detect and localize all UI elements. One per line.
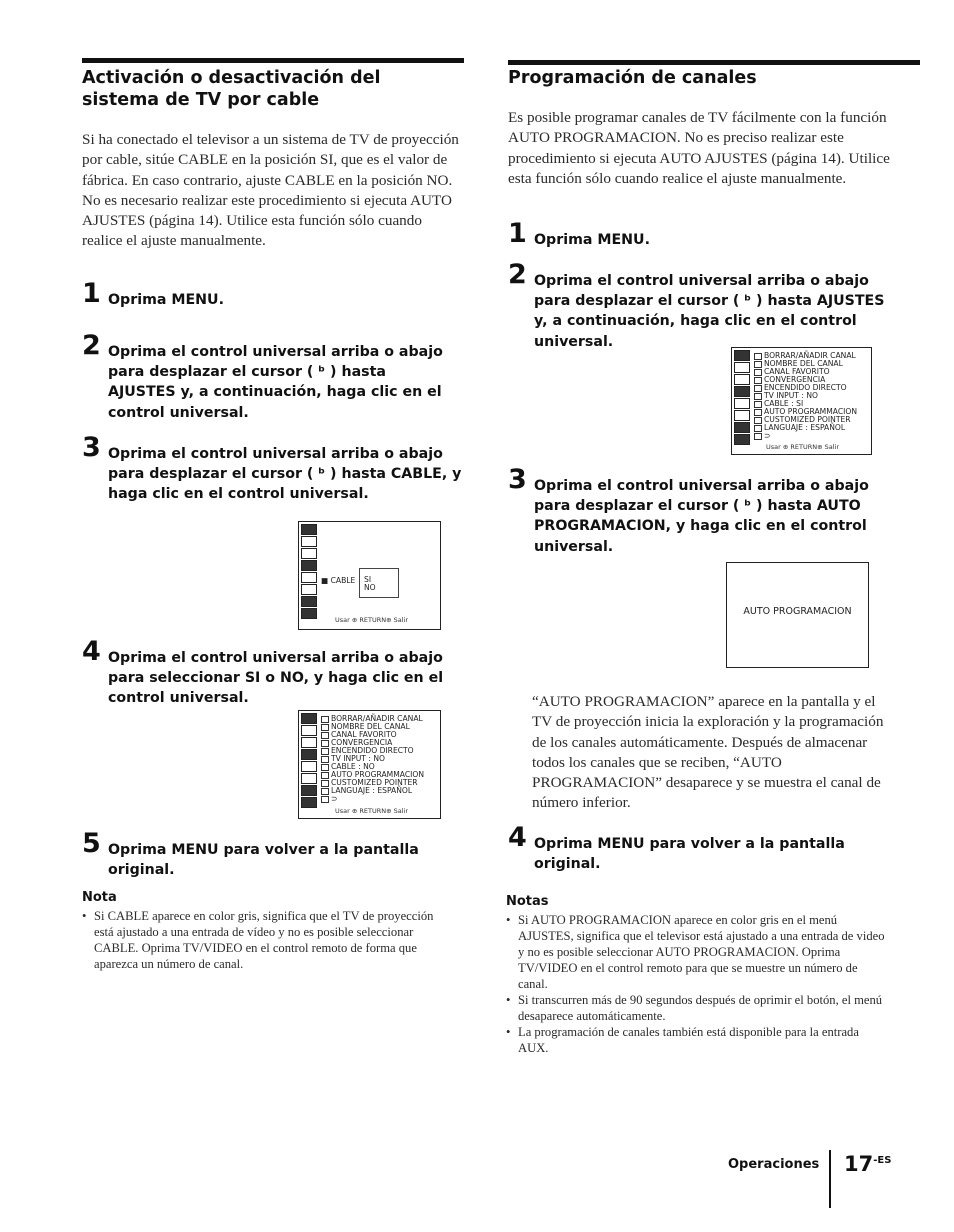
note-item: • Si CABLE aparece en color gris, significa que el TV de proyección está ajustado a una entrada de vídeo y no es posible seleccionar CABLE. Oprima TV/VIDEO en el control remoto de forma que aparezca un número de canal. [82, 908, 452, 972]
right-step-2-number: 2 [508, 259, 527, 290]
menu-item: CANAL FAVORITO [754, 368, 857, 376]
cable-label: CABLE [330, 576, 356, 585]
menu-item: CABLE : SI [754, 400, 857, 408]
input-icon [734, 422, 750, 433]
screen-hint: Usar ⊕ RETURN⊕ Salir [766, 443, 840, 451]
right-step-1-text: Oprima MENU. [534, 232, 650, 248]
left-step-5-number: 5 [82, 828, 101, 859]
video-icon [301, 713, 317, 724]
right-top-rule [508, 60, 920, 65]
menu-item: ⊃ [754, 432, 857, 440]
timer-icon [301, 584, 317, 595]
menu-item: ENCENDIDO DIRECTO [754, 384, 857, 392]
right-step-2 [508, 259, 886, 352]
channel-icon [301, 560, 317, 571]
left-step-3-number: 3 [82, 432, 101, 463]
cable-options-box [359, 568, 399, 598]
right-step-3-text: Oprima el control universal arriba o abajo para desplazar el cursor ( ᵇ ) hasta AUTO PROGRAMACION, y haga clic en el control universal. [534, 478, 869, 555]
page-suffix: -ES [873, 1155, 892, 1166]
page-number: $17^{-ES}$ [844, 1152, 892, 1176]
left-step-3-text: Oprima el control universal arriba o abajo para desplazar el cursor ( ᵇ ) hasta CABLE, y haga clic en el control universal. [108, 446, 462, 503]
menu-item: TV INPUT : NO [321, 755, 424, 763]
left-step-5 [82, 828, 458, 880]
option-si: SI [364, 575, 372, 584]
option-no: NO [364, 583, 376, 592]
left-notes [82, 908, 452, 972]
video-icon [301, 524, 317, 535]
screen-icon [734, 374, 750, 385]
cable-bullet-icon: ■ [321, 576, 331, 585]
input-icon [301, 785, 317, 796]
right-section-title: Programación de canales [508, 68, 757, 88]
menu-icon-column [734, 350, 750, 446]
input-icon [301, 596, 317, 607]
screen-hint: Usar ⊕ RETURN⊕ Salir [335, 616, 409, 624]
menu-items [321, 715, 424, 803]
menu-items [754, 352, 857, 440]
screen-hint: Usar ⊕ RETURN⊕ Salir [335, 807, 409, 815]
menu-item: CONVERGENCIA [754, 376, 857, 384]
auto-programacion-screen [726, 562, 869, 668]
left-step-3 [82, 432, 463, 505]
tools-icon [734, 434, 750, 445]
auto-programacion-label: AUTO PROGRAMACION [743, 606, 852, 617]
menu-item: ENCENDIDO DIRECTO [321, 747, 424, 755]
menu-icon-column [301, 524, 317, 620]
tools-icon [301, 797, 317, 808]
right-step-4 [508, 822, 886, 874]
setup-icon [301, 572, 317, 583]
left-section-title: Activación o desactivación del sistema de TV por cable [82, 68, 381, 110]
menu-item: AUTO PROGRAMMACION [754, 408, 857, 416]
menu-item: NOMBRE DEL CANAL [754, 360, 857, 368]
menu-item: LANGUAJE : ESPAÑOL [321, 787, 424, 795]
menu-item: BORRAR/AÑADIR CANAL [754, 352, 857, 360]
menu-item: CANAL FAVORITO [321, 731, 424, 739]
menu-item: LANGUAJE : ESPAÑOL [754, 424, 857, 432]
menu-icon-column [301, 713, 317, 809]
left-top-rule [82, 58, 464, 63]
right-step-3 [508, 464, 886, 557]
left-step-2-text: Oprima el control universal arriba o abajo para desplazar el cursor ( ᵇ ) hasta AJUSTES y, a continuación, haga clic en el control universal. [108, 344, 443, 421]
menu-item: AUTO PROGRAMMACION [321, 771, 424, 779]
timer-icon [301, 773, 317, 784]
menu-item: BORRAR/AÑADIR CANAL [321, 715, 424, 723]
right-step-4-text: Oprima MENU para volver a la pantalla original. [534, 836, 845, 873]
left-step-5-text: Oprima MENU para volver a la pantalla original. [108, 842, 419, 879]
right-notas-heading: Notas [506, 894, 549, 909]
right-step-1 [508, 218, 884, 250]
menu-item: CONVERGENCIA [321, 739, 424, 747]
audio-icon [301, 536, 317, 547]
setup-icon [301, 761, 317, 772]
left-step-4 [82, 636, 458, 709]
left-step-4-number: 4 [82, 636, 101, 667]
right-step-3-number: 3 [508, 464, 527, 495]
left-step-1-number: 1 [82, 278, 101, 309]
menu-item: CUSTOMIZED POINTER [321, 779, 424, 787]
menu-item: TV INPUT : NO [754, 392, 857, 400]
audio-icon [734, 362, 750, 373]
screen-icon [301, 548, 317, 559]
ajustes-menu-screen-right [731, 347, 872, 455]
cable-setting-screen [298, 521, 441, 630]
footer-section-label: Operaciones [728, 1157, 820, 1172]
note-item: • La programación de canales también está disponible para la entrada AUX. [506, 1024, 890, 1056]
left-step-4-text: Oprima el control universal arriba o abajo para seleccionar SI o NO, y haga clic en el control universal. [108, 650, 444, 707]
cable-option [321, 577, 355, 585]
menu-item: ⊃ [321, 795, 424, 803]
menu-item: NOMBRE DEL CANAL [321, 723, 424, 731]
menu-item: CUSTOMIZED POINTER [754, 416, 857, 424]
audio-icon [301, 725, 317, 736]
left-step-2 [82, 330, 458, 423]
right-intro: Es posible programar canales de TV fácilmente con la función AUTO PROGRAMACION. No es preciso realizar este procedimiento si ejecuta AUTO AJUSTES (página 14). Utilice esta función sólo cuando realice el ajuste manualmente. [508, 109, 890, 187]
channel-icon [301, 749, 317, 760]
channel-icon [734, 386, 750, 397]
right-step-2-text: Oprima el control universal arriba o abajo para desplazar el cursor ( ᵇ ) hasta AJUSTES y, a continuación, haga clic en el control universal. [534, 273, 885, 350]
right-step-1-number: 1 [508, 218, 527, 249]
left-step-1 [82, 278, 458, 310]
footer-divider [829, 1150, 831, 1208]
note-item: • Si AUTO PROGRAMACION aparece en color gris en el menú AJUSTES, significa que el televisor está ajustado a una entrada de video y no es posible seleccionar AUTO PROGRAMACION. Oprima TV/VIDEO en el control remoto para que se muestre un número de canal. [506, 912, 890, 992]
left-step-2-number: 2 [82, 330, 101, 361]
left-intro: Si ha conectado el televisor a un sistema de TV de proyección por cable, sitúe CABLE en la posición SI, que es el valor de fábrica. En caso contrario, ajuste CABLE en la posición NO. No es necesario realizar este procedimiento si ejecuta AUTO AJUSTES (página 14). Utilice esta función sólo cuando realice el ajuste manualmente. [82, 131, 459, 250]
menu-item: CABLE : NO [321, 763, 424, 771]
screen-icon [301, 737, 317, 748]
video-icon [734, 350, 750, 361]
right-after-text: “AUTO PROGRAMACION” aparece en la pantalla y el TV de proyección inicia la exploración y la programación de los canales automáticamente. Después de almacenar todos los canales que se reciben, “AUTO PROGRAMACION” desaparece y se muestra el canal de número inferior. [532, 693, 884, 812]
right-step-4-number: 4 [508, 822, 527, 853]
note-item: • Si transcurren más de 90 segundos después de oprimir el botón, el menú desaparece automáticamente. [506, 992, 890, 1024]
left-nota-heading: Nota [82, 890, 117, 905]
tools-icon [301, 608, 317, 619]
timer-icon [734, 410, 750, 421]
right-notes [506, 912, 890, 1056]
ajustes-menu-screen-left [298, 710, 441, 819]
setup-icon [734, 398, 750, 409]
left-step-1-text: Oprima MENU. [108, 292, 224, 308]
